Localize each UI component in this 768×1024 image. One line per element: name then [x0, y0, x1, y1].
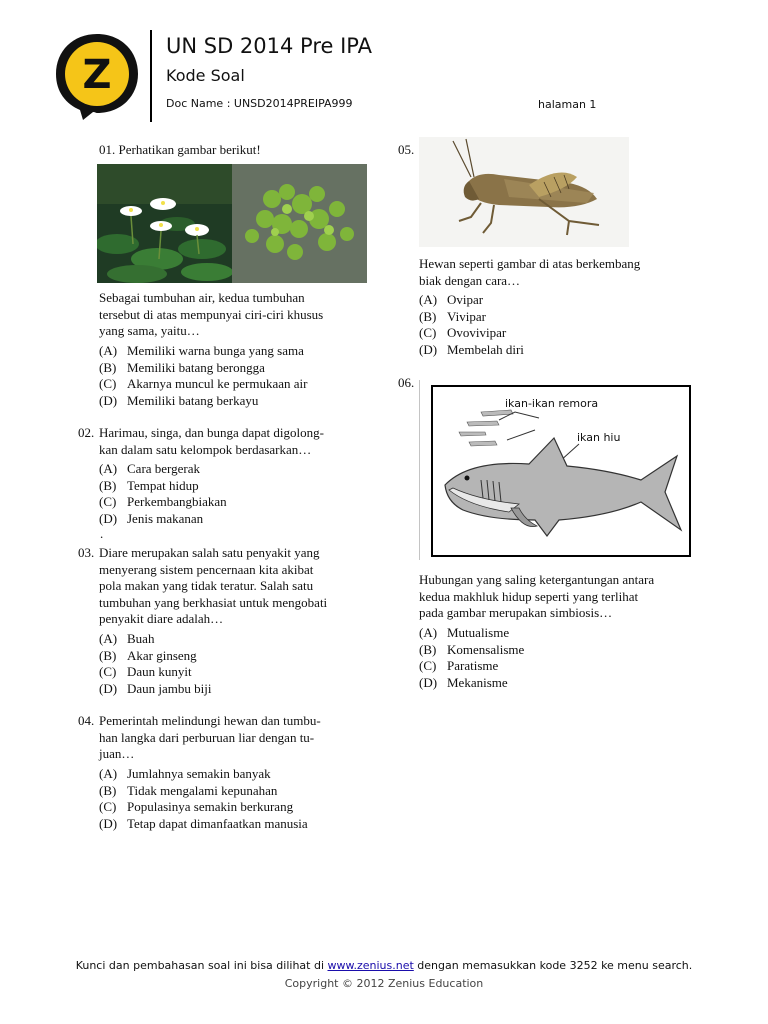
- option-letter: (B): [99, 477, 117, 493]
- option-letter: (C): [99, 664, 117, 679]
- answer-option[interactable]: [99, 478, 227, 495]
- option-letter: (A): [99, 631, 118, 646]
- question-text-line: penyakit diare adalah…: [99, 611, 224, 626]
- question-06-options: [419, 625, 524, 691]
- question-text-line: pada gambar merupakan simbiosis…: [419, 605, 613, 620]
- answer-option[interactable]: [419, 309, 524, 326]
- question-03-options: [99, 631, 212, 697]
- grasshopper-image: [419, 137, 629, 247]
- question-text-line: tersebut di atas mempunyai ciri-ciri khusus: [99, 306, 324, 322]
- answer-option[interactable]: [419, 642, 524, 659]
- option-text: Daun kunyit: [127, 664, 192, 679]
- option-text: Ovovivipar: [447, 325, 507, 340]
- answer-option[interactable]: [99, 664, 212, 681]
- footer-suffix: dengan memasukkan kode 3252 ke menu search.: [413, 959, 693, 972]
- doc-name: Doc Name : UNSD2014PREIPA999: [166, 97, 353, 110]
- question-text-line: Diare merupakan salah satu penyakit yang: [99, 545, 320, 560]
- shark-label: ikan hiu: [577, 431, 621, 444]
- question-text-line: tumbuhan yang berkhasiat untuk mengobati: [99, 594, 328, 610]
- stray-dot: .: [100, 526, 104, 541]
- question-02-options: [99, 461, 227, 527]
- option-text: Ovipar: [447, 292, 484, 307]
- question-04-options: [99, 766, 308, 832]
- option-text: Memiliki batang berkayu: [127, 392, 259, 408]
- question-text-line: menyerang sistem pencernaan kita akibat: [99, 561, 314, 577]
- question-number: 03.: [78, 545, 95, 560]
- option-text: Akar ginseng: [127, 647, 197, 663]
- question-01-heading: [99, 142, 261, 159]
- answer-option[interactable]: [99, 631, 212, 648]
- zenius-logo: [52, 30, 142, 122]
- answer-option[interactable]: [99, 494, 227, 511]
- option-letter: (B): [419, 308, 437, 324]
- answer-option[interactable]: [419, 292, 524, 309]
- question-04: [78, 713, 321, 763]
- shark-remora-diagram: [419, 380, 696, 560]
- option-letter: (B): [99, 359, 117, 375]
- option-text: Daun jambu biji: [127, 680, 212, 696]
- option-text: Mutualisme: [447, 625, 510, 640]
- option-letter: (B): [419, 641, 437, 657]
- header-divider: [150, 30, 152, 122]
- option-letter: (D): [419, 341, 438, 357]
- option-text: Tetap dapat dimanfaatkan manusia: [127, 815, 308, 831]
- option-text: Populasinya semakin berkurang: [127, 799, 294, 814]
- option-letter: (D): [99, 815, 118, 831]
- option-letter: (D): [99, 510, 118, 526]
- question-06-stem: [419, 572, 654, 622]
- question-text-line: biak dengan cara…: [419, 272, 521, 288]
- question-05-number: 05.: [398, 142, 415, 157]
- option-text: Memiliki batang berongga: [127, 359, 265, 375]
- question-06-number: 06.: [398, 375, 415, 390]
- option-text: Cara bergerak: [127, 461, 201, 476]
- page-number: halaman 1: [538, 98, 597, 111]
- option-text: Paratisme: [447, 658, 499, 673]
- option-letter: (C): [419, 658, 437, 673]
- question-01-options: [99, 343, 307, 409]
- answer-option[interactable]: [99, 799, 308, 816]
- option-text: Tidak mengalami kepunahan: [127, 782, 278, 798]
- option-letter: (C): [419, 325, 437, 340]
- option-text: Jumlahnya semakin banyak: [127, 766, 271, 781]
- answer-option[interactable]: [419, 342, 524, 359]
- question-01-stem: [99, 290, 323, 340]
- answer-option[interactable]: [419, 625, 524, 642]
- question-05-stem: [419, 256, 640, 289]
- answer-option[interactable]: [99, 511, 227, 528]
- option-letter: (A): [419, 625, 438, 640]
- option-text: Vivipar: [447, 308, 486, 324]
- option-letter: (C): [99, 376, 117, 391]
- question-text-line: Pemerintah melindungi hewan dan tumbu-: [99, 713, 321, 728]
- copyright: Copyright © 2012 Zenius Education: [284, 977, 484, 990]
- option-letter: (A): [99, 461, 118, 476]
- answer-option[interactable]: [99, 393, 307, 410]
- option-text: Komensalisme: [447, 641, 525, 657]
- water-plants-image: [97, 164, 367, 283]
- answer-option[interactable]: [99, 376, 307, 393]
- question-text-line: han langka dari perburuan liar dengan tu-: [99, 729, 315, 745]
- option-letter: (D): [419, 674, 438, 690]
- answer-option[interactable]: [99, 681, 212, 698]
- remora-label: ikan-ikan remora: [505, 397, 599, 410]
- option-letter: (D): [99, 392, 118, 408]
- option-text: Membelah diri: [447, 341, 524, 357]
- option-text: Tempat hidup: [127, 477, 199, 493]
- footer-prefix: Kunci dan pembahasan soal ini bisa dilihat di: [75, 959, 328, 972]
- option-letter: (D): [99, 680, 118, 696]
- option-letter: (A): [99, 766, 118, 781]
- option-text: Perkembangbiakan: [127, 494, 227, 509]
- option-letter: (B): [99, 647, 117, 663]
- answer-option[interactable]: [99, 648, 212, 665]
- answer-option[interactable]: [99, 343, 307, 360]
- question-text-line: Sebagai tumbuhan air, kedua tumbuhan: [99, 290, 305, 305]
- option-text: Memiliki warna bunga yang sama: [127, 343, 304, 358]
- answer-option[interactable]: [99, 816, 308, 833]
- option-letter: (A): [419, 292, 438, 307]
- option-text: Mekanisme: [447, 674, 508, 690]
- question-number: 02.: [78, 425, 95, 440]
- question-number: 04.: [78, 713, 95, 728]
- logo-letter: Z: [82, 52, 112, 98]
- answer-option[interactable]: [419, 658, 524, 675]
- answer-option[interactable]: [99, 766, 308, 783]
- question-text-line: Hewan seperti gambar di atas berkembang: [419, 256, 641, 271]
- option-text: Akarnya muncul ke permukaan air: [127, 376, 308, 391]
- option-letter: (A): [99, 343, 118, 358]
- option-text: Jenis makanan: [127, 510, 204, 526]
- option-text: Buah: [127, 631, 155, 646]
- question-number: 01.: [99, 142, 116, 157]
- footer-link[interactable]: www.zenius.net: [327, 959, 414, 972]
- option-letter: (C): [99, 494, 117, 509]
- question-text-line: Harimau, singa, dan bunga dapat digolong-: [99, 425, 324, 440]
- answer-option[interactable]: [99, 360, 307, 377]
- question-02: [78, 425, 324, 458]
- page-title: UN SD 2014 Pre IPA: [166, 34, 372, 58]
- question-text-line: yang sama, yaitu…: [99, 323, 200, 338]
- question-text-line: Hubungan yang saling ketergantungan antara: [419, 572, 655, 587]
- answer-option[interactable]: [419, 675, 524, 692]
- question-text-line: juan…: [99, 746, 135, 761]
- question-05-options: [419, 292, 524, 358]
- question-text: Perhatikan gambar berikut!: [118, 142, 261, 157]
- footer-note: [0, 959, 768, 972]
- answer-option[interactable]: [99, 461, 227, 478]
- question-03: [78, 545, 327, 628]
- answer-option[interactable]: [419, 325, 524, 342]
- option-letter: (C): [99, 799, 117, 814]
- question-text-line: kedua makhluk hidup seperti yang terlihat: [419, 588, 639, 604]
- answer-option[interactable]: [99, 783, 308, 800]
- question-text-line: kan dalam satu kelompok berdasarkan…: [99, 441, 312, 457]
- page-subtitle: Kode Soal: [166, 66, 245, 85]
- option-letter: (B): [99, 782, 117, 798]
- question-text-line: pola makan yang tidak teratur. Salah satu: [99, 578, 314, 593]
